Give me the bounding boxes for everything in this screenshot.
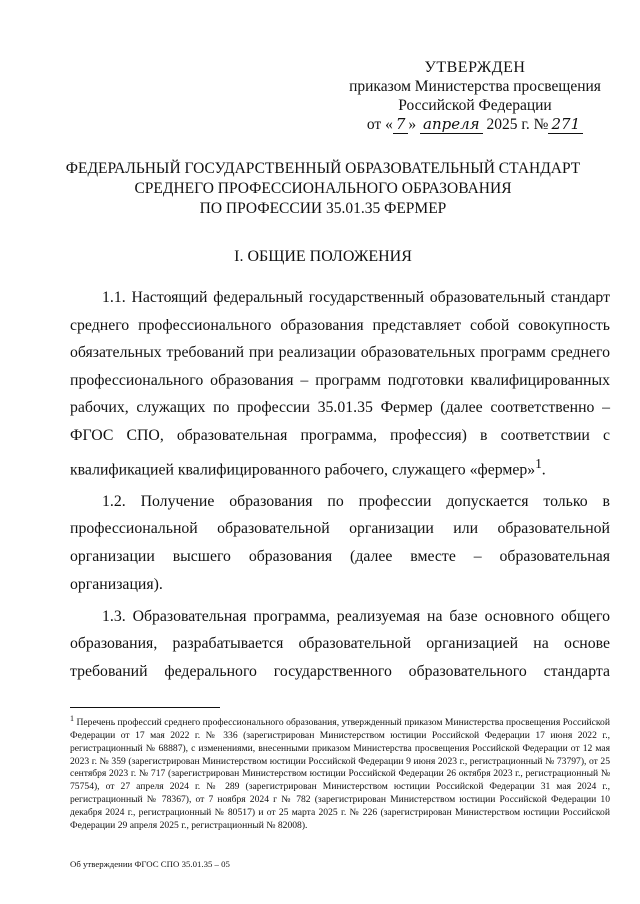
approval-line-1: приказом Министерства просвещения xyxy=(349,78,601,95)
paragraph-1-2: 1.2. Получение образования по профессии допускается только в профессиональной образовательной организации или образовательной организации высшего образования (далее вместе – образовательная организация). xyxy=(70,492,610,593)
document-body xyxy=(70,284,610,690)
paragraph-1-1-text: 1.1. Настоящий федеральный государственный образовательный стандарт среднего профессионального образования представляет собой совокупность обязательных требований при реализации образовательных программ среднего профессионального образования – программ подготовки квалифицированных рабочих, служащих по профессии 35.01.35 Фермер (далее соответственно – ФГОС СПО, образовательная программа, профессия) в соответствии с квалификацией квалифицированного рабочего, служащего «фермер» xyxy=(70,289,610,478)
title-line-1: ФЕДЕРАЛЬНЫЙ ГОСУДАРСТВЕННЫЙ ОБРАЗОВАТЕЛЬНЫЙ СТАНДАРТ xyxy=(65,160,581,177)
paragraph-1-1 xyxy=(70,284,610,483)
paragraph-1-3: 1.3. Образовательная программа, реализуемая на базе основного общего образования, разрабатывается образовательной организацией на основе требований федерального государственного образовательного стандарта xyxy=(70,607,610,680)
date-mid: » xyxy=(408,116,417,133)
title-line-2: СРЕДНЕГО ПРОФЕССИОНАЛЬНОГО ОБРАЗОВАНИЯ xyxy=(134,180,512,197)
footer-reference: Об утверждении ФГОС СПО 35.01.35 – 05 xyxy=(70,859,230,869)
title-line-3: ПО ПРОФЕССИИ 35.01.35 ФЕРМЕР xyxy=(199,200,447,217)
approval-date-line xyxy=(330,115,620,134)
approval-line-2: Российской Федерации xyxy=(398,97,552,114)
footnote-separator xyxy=(70,707,220,708)
handwritten-month: апреля xyxy=(420,115,483,134)
footnote xyxy=(70,713,610,832)
approval-heading: УТВЕРЖДЕН xyxy=(424,59,526,76)
date-prefix: от « xyxy=(366,116,393,133)
approval-block xyxy=(330,58,620,134)
section-heading: I. ОБЩИЕ ПОЛОЖЕНИЯ xyxy=(234,248,412,265)
document-title xyxy=(40,159,606,219)
paragraph-1-1-end: . xyxy=(541,460,546,478)
handwritten-order-number: 271 xyxy=(548,115,583,134)
footnote-marker: 1 xyxy=(70,714,74,723)
date-year: 2025 г. № xyxy=(486,116,549,133)
handwritten-day: 7 xyxy=(393,115,409,134)
footnote-ref[interactable]: 1 xyxy=(535,455,542,471)
footnote-text: Перечень профессий среднего профессионального образования, утвержденный приказом Министерства просвещения Российской Федерации от 17 мая 2022 г. № 336 (зарегистрирован Министерством юстиции Российской Федерации 17 июня 2022 г., регистрационный № 68887), с изменениями, внесенными приказом Министерства просвещения Российской Федерации от 12 мая 2023 г. № 359 (зарегистрирован Министерством юстиции Российской Федерации 9 июня 2023 г., регистрационный № 73797), от 25 сентября 2023 г. № 717 (зарегистрирован Министерством юстиции Российской Федерации 26 октября 2023 г., регистрационный № 75754), от 27 апреля 2024 г. № 289 (зарегистрирован Министерством юстиции Российской Федерации 31 мая 2024 г., регистрационный № 78367), от 7 ноября 2024 г № 782 (зарегистрирован Министерством юстиции Российской Федерации 10 декабря 2024 г., регистрационный № 80517) и от 25 марта 2025 г. № 226 (зарегистрирован Министерством юстиции Российской Федерации 29 апреля 2025 г., регистрационный № 82008). xyxy=(70,717,610,831)
